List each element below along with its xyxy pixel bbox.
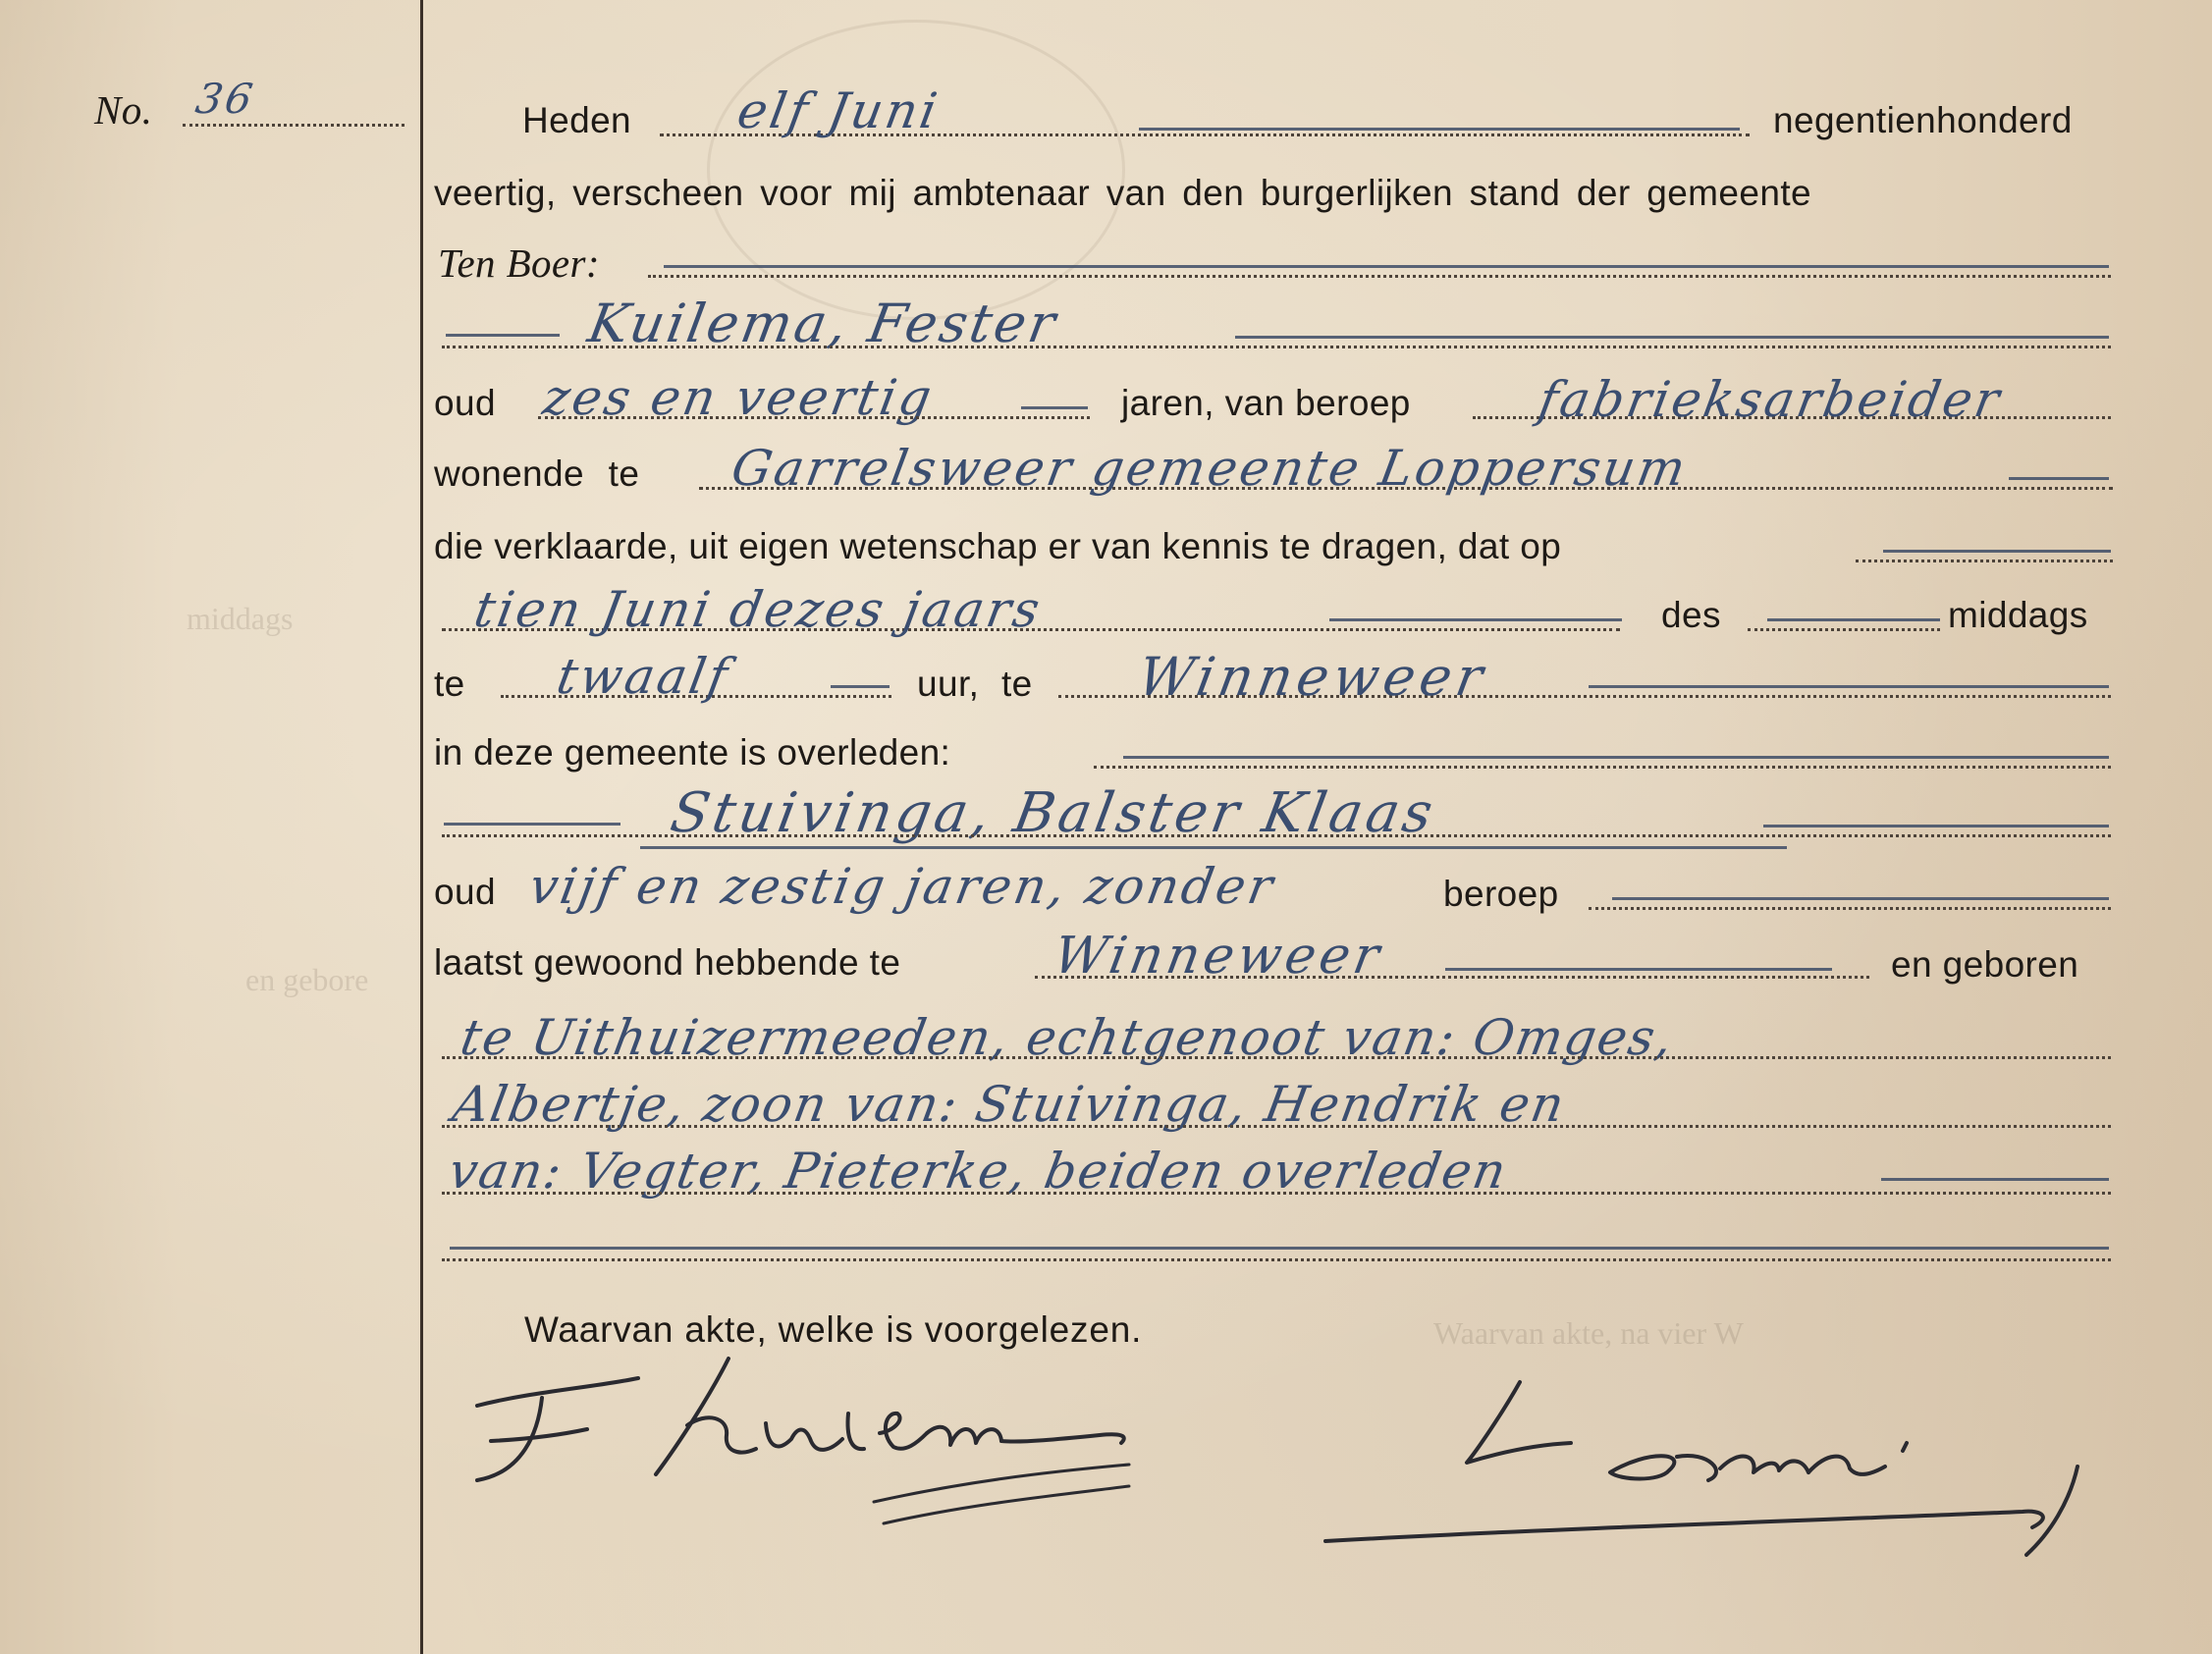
death-place: Winneweer [1133,646,1492,708]
official-signature [1325,1382,2077,1555]
deceased-age: vijf en zestig jaren, zonder [524,858,1280,915]
middags-label: middags [1948,595,2088,635]
detail-line-3: van: Vegter, Pieterke, beiden overleden [444,1143,1513,1200]
jaren-beroep-label: jaren, van beroep [1121,383,1411,423]
geboren-label: en geboren [1891,944,2079,985]
informant-signature [477,1359,1129,1523]
line2-text: veertig, verscheen voor mij ambtenaar van den burgerlijken stand der gemeente [434,173,1811,213]
detail-line-1: te Uithuizermeeden, echtgenoot van: Omges, [456,1009,1679,1066]
heden-label: Heden [522,100,632,140]
municipality: Ten Boer: [438,240,600,286]
last-lived-label: laatst gewoond hebbende te [434,942,901,983]
record-number: 36 [191,75,259,123]
ghost-text-left-1: middags [187,601,294,636]
declared-text: die verklaarde, uit eigen wetenschap er van kennis te dragen, dat op [434,526,1562,566]
date-handwritten: elf Juni [732,82,944,139]
year-label: negentienhonderd [1773,100,2073,140]
uur-te-label: uur, te [917,664,1033,704]
closing-text: Waarvan akte, welke is voorgelezen. [524,1309,1143,1350]
death-date: tien Juni dezes jaars [469,581,1047,638]
detail-line-2: Albertje, zoon van: Stuivinga, Hendrik en [448,1076,1571,1133]
oud-label-2: oud [434,872,496,912]
oud-label: oud [434,383,496,423]
informant-age: zes en veertig [538,369,939,426]
informant-occupation: fabrieksarbeider [1534,371,2007,428]
te-label: te [434,664,465,704]
wonende-label: wonende te [434,454,640,494]
death-hour: twaalf [552,648,735,705]
informant-name: Kuilema, Fester [583,293,1063,354]
des-label: des [1661,595,1721,635]
informant-residence: Garrelsweer gemeente Loppersum [727,440,1693,497]
ghost-text-right-1: Waarvan akte, na vier W [1433,1315,1744,1351]
deceased-name: Stuivinga, Balster Klaas [666,781,1441,845]
number-label: No. [94,87,153,133]
beroep-label: beroep [1443,874,1559,914]
overleden-text: in deze gemeente is overleden: [434,732,951,773]
ghost-text-left-2: en gebore [245,962,369,997]
last-residence: Winneweer [1049,927,1388,986]
